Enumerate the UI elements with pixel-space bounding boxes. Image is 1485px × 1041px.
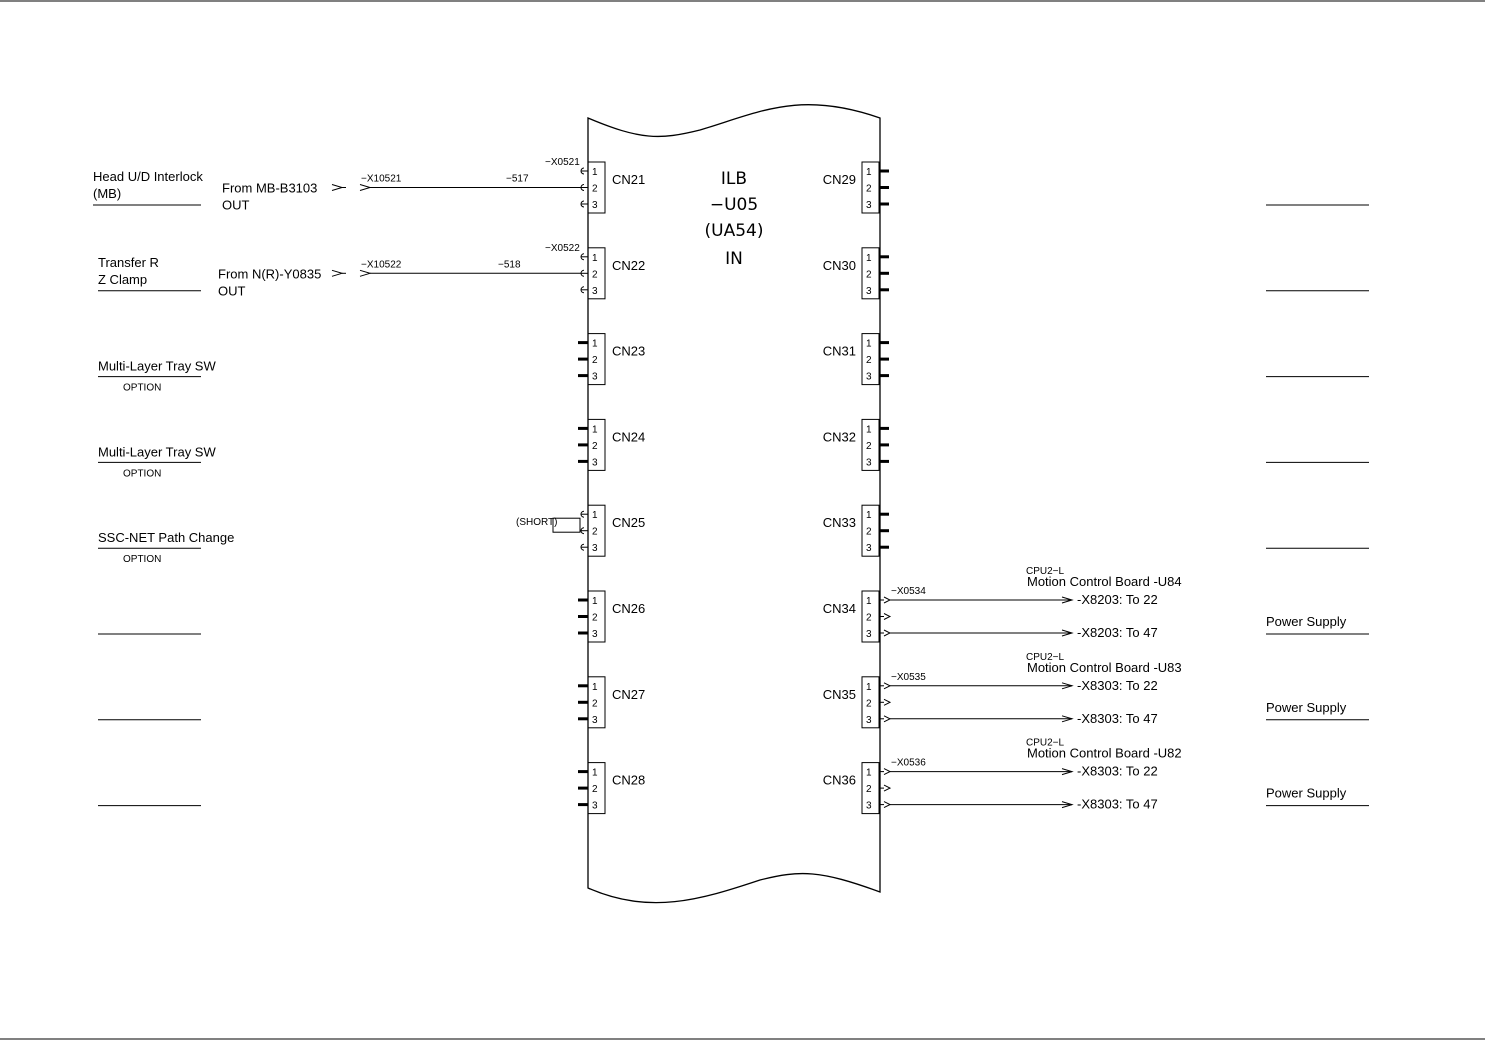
pin-number: 1 — [592, 424, 598, 436]
pin-number: 3 — [866, 714, 872, 726]
pin-number: 3 — [866, 200, 872, 211]
wire-number: −517 — [506, 173, 529, 185]
destination-pin3: -X8203: To 47 — [1077, 625, 1158, 640]
target-board-label: Motion Control Board -U83 — [1027, 659, 1182, 675]
wire-id: −X10522 — [361, 259, 402, 271]
device-label: Transfer R — [98, 254, 159, 270]
board-title-line-2: −U05 — [709, 195, 759, 215]
device-label: Head U/D Interlock — [93, 169, 203, 184]
connector-cn33 — [823, 505, 1369, 556]
target-board-label: Motion Control Board -U84 — [1027, 574, 1182, 589]
power-supply-label: Power Supply — [1266, 614, 1347, 629]
connector-label: CN27 — [612, 686, 646, 702]
pin-number: 2 — [866, 784, 872, 796]
connector-cn28 — [98, 763, 645, 814]
pin-number: 3 — [866, 543, 872, 555]
connector-cn23 — [98, 334, 645, 394]
cpu-label: CPU2−L — [1026, 651, 1065, 663]
pin-number: 3 — [866, 285, 872, 297]
wire-id: −X10521 — [361, 173, 402, 185]
pin-plug — [884, 716, 890, 722]
pin-number: 1 — [866, 167, 872, 178]
pin-number: 2 — [592, 183, 598, 195]
pin-number: 1 — [592, 767, 598, 779]
pin-number: 2 — [866, 355, 872, 367]
pin-number: 2 — [866, 183, 872, 195]
pin-number: 2 — [866, 269, 872, 281]
connector-cn34 — [823, 566, 1369, 642]
pin-plug — [884, 683, 890, 689]
pin-number: 2 — [592, 269, 598, 281]
pin-number: 3 — [592, 800, 598, 812]
cpu-label: CPU2−L — [1026, 737, 1065, 749]
pin-number: 1 — [866, 338, 872, 350]
pin-number: 1 — [866, 596, 872, 607]
destination-pin3: -X8303: To 47 — [1077, 796, 1158, 812]
wire-number: −518 — [498, 259, 521, 271]
device-label: Multi-Layer Tray SW — [98, 444, 216, 460]
pin-number: 3 — [592, 714, 598, 726]
source-label: From N(R)-Y0835 — [218, 266, 322, 282]
connector-label: CN28 — [612, 772, 646, 788]
connector-label: CN34 — [822, 601, 856, 616]
pin-number: 3 — [866, 629, 872, 640]
left-connectors — [93, 157, 645, 814]
source-output: OUT — [222, 197, 250, 213]
device-sublabel: Z Clamp — [98, 271, 148, 287]
pin-number: 2 — [866, 612, 872, 624]
pin-number: 3 — [592, 285, 598, 297]
jumper-label: (SHORT) — [516, 517, 558, 529]
connector-label: CN35 — [822, 686, 856, 702]
pin-number: 3 — [866, 457, 872, 469]
pin-number: 1 — [592, 167, 598, 178]
connector-cn29 — [823, 162, 1369, 213]
board-title-line-4: IN — [725, 249, 743, 269]
pin-number: 3 — [592, 543, 598, 555]
pin-number: 3 — [592, 629, 598, 640]
cable-id: −X0521 — [545, 157, 580, 168]
pin-number: 1 — [866, 424, 872, 436]
connector-cn27 — [98, 677, 645, 728]
board-title-line-3: (UA54) — [704, 221, 764, 241]
option-label: OPTION — [123, 468, 162, 480]
destination-pin3: -X8303: To 47 — [1077, 710, 1158, 726]
pin-number: 1 — [592, 510, 598, 522]
connector-label: CN30 — [822, 257, 856, 273]
pin-number: 2 — [592, 612, 598, 624]
power-supply-label: Power Supply — [1266, 785, 1347, 801]
pin-number: 2 — [592, 355, 598, 367]
connector-cn30 — [823, 248, 1369, 299]
board-title — [705, 169, 764, 269]
target-board-label: Motion Control Board -U82 — [1027, 745, 1182, 761]
connector-label: CN23 — [612, 343, 646, 359]
connector-cn22 — [98, 243, 645, 299]
pin-number: 1 — [866, 252, 872, 264]
cable-id: −X0534 — [891, 586, 926, 597]
pin-plug — [884, 597, 890, 603]
cable-id: −X0522 — [545, 242, 580, 254]
pin-plug — [884, 630, 890, 636]
pin-plug — [884, 802, 890, 808]
connector-label: CN29 — [822, 172, 856, 187]
pin-number: 1 — [866, 767, 872, 779]
destination-pin1: -X8303: To 22 — [1077, 763, 1158, 779]
connector-label: CN24 — [612, 429, 646, 445]
connector-cn32 — [823, 419, 1369, 470]
connector-label: CN31 — [822, 343, 856, 359]
arrow-icon — [332, 185, 342, 191]
right-connectors — [823, 162, 1369, 814]
option-label: OPTION — [123, 382, 162, 394]
pin-number: 2 — [592, 526, 598, 538]
pin-number: 3 — [866, 800, 872, 812]
connector-label: CN36 — [822, 772, 856, 788]
pin-plug — [884, 785, 890, 791]
pin-number: 1 — [592, 681, 598, 693]
source-output: OUT — [218, 283, 246, 299]
pin-number: 3 — [592, 457, 598, 469]
pin-number: 3 — [592, 200, 598, 211]
pin-number: 1 — [592, 252, 598, 264]
connector-label: CN32 — [822, 429, 856, 445]
connector-cn26 — [98, 591, 645, 642]
connector-cn21 — [93, 157, 645, 213]
connector-cn25 — [98, 505, 645, 565]
arrow-icon — [332, 270, 342, 276]
cpu-label: CPU2−L — [1026, 566, 1065, 577]
connector-label: CN33 — [822, 515, 856, 531]
pin-number: 2 — [592, 440, 598, 452]
board-title-line-1: ILB — [720, 169, 748, 189]
pin-number: 1 — [866, 510, 872, 522]
pin-number: 3 — [592, 371, 598, 383]
connector-cn36 — [823, 738, 1369, 814]
pin-number: 2 — [866, 698, 872, 710]
device-label: Multi-Layer Tray SW — [98, 358, 216, 374]
pin-number: 2 — [592, 784, 598, 796]
plug-icon — [360, 185, 370, 191]
connector-cn35 — [823, 652, 1369, 728]
pin-number: 2 — [592, 698, 598, 710]
connector-label: CN21 — [612, 172, 646, 187]
pin-number: 1 — [592, 338, 598, 350]
connector-label: CN26 — [612, 601, 646, 616]
connector-cn24 — [98, 419, 645, 479]
pin-number: 1 — [592, 596, 598, 607]
cable-id: −X0535 — [891, 671, 926, 683]
pin-number: 2 — [866, 526, 872, 538]
pin-number: 1 — [866, 681, 872, 693]
cable-id: −X0536 — [891, 757, 926, 769]
connector-label: CN22 — [612, 257, 646, 273]
destination-pin1: -X8203: To 22 — [1077, 592, 1158, 607]
source-label: From MB-B3103 — [222, 180, 318, 196]
pin-plug — [884, 699, 890, 705]
pin-plug — [884, 769, 890, 775]
pin-number: 3 — [866, 371, 872, 383]
destination-pin1: -X8303: To 22 — [1077, 677, 1158, 693]
pin-number: 2 — [866, 440, 872, 452]
connector-cn31 — [823, 334, 1369, 385]
device-sublabel: (MB) — [93, 186, 122, 201]
option-label: OPTION — [123, 554, 162, 566]
device-label: SSC-NET Path Change — [98, 530, 235, 546]
plug-icon — [360, 270, 370, 276]
connector-label: CN25 — [612, 515, 646, 531]
power-supply-label: Power Supply — [1266, 699, 1347, 715]
pin-plug — [884, 614, 890, 620]
